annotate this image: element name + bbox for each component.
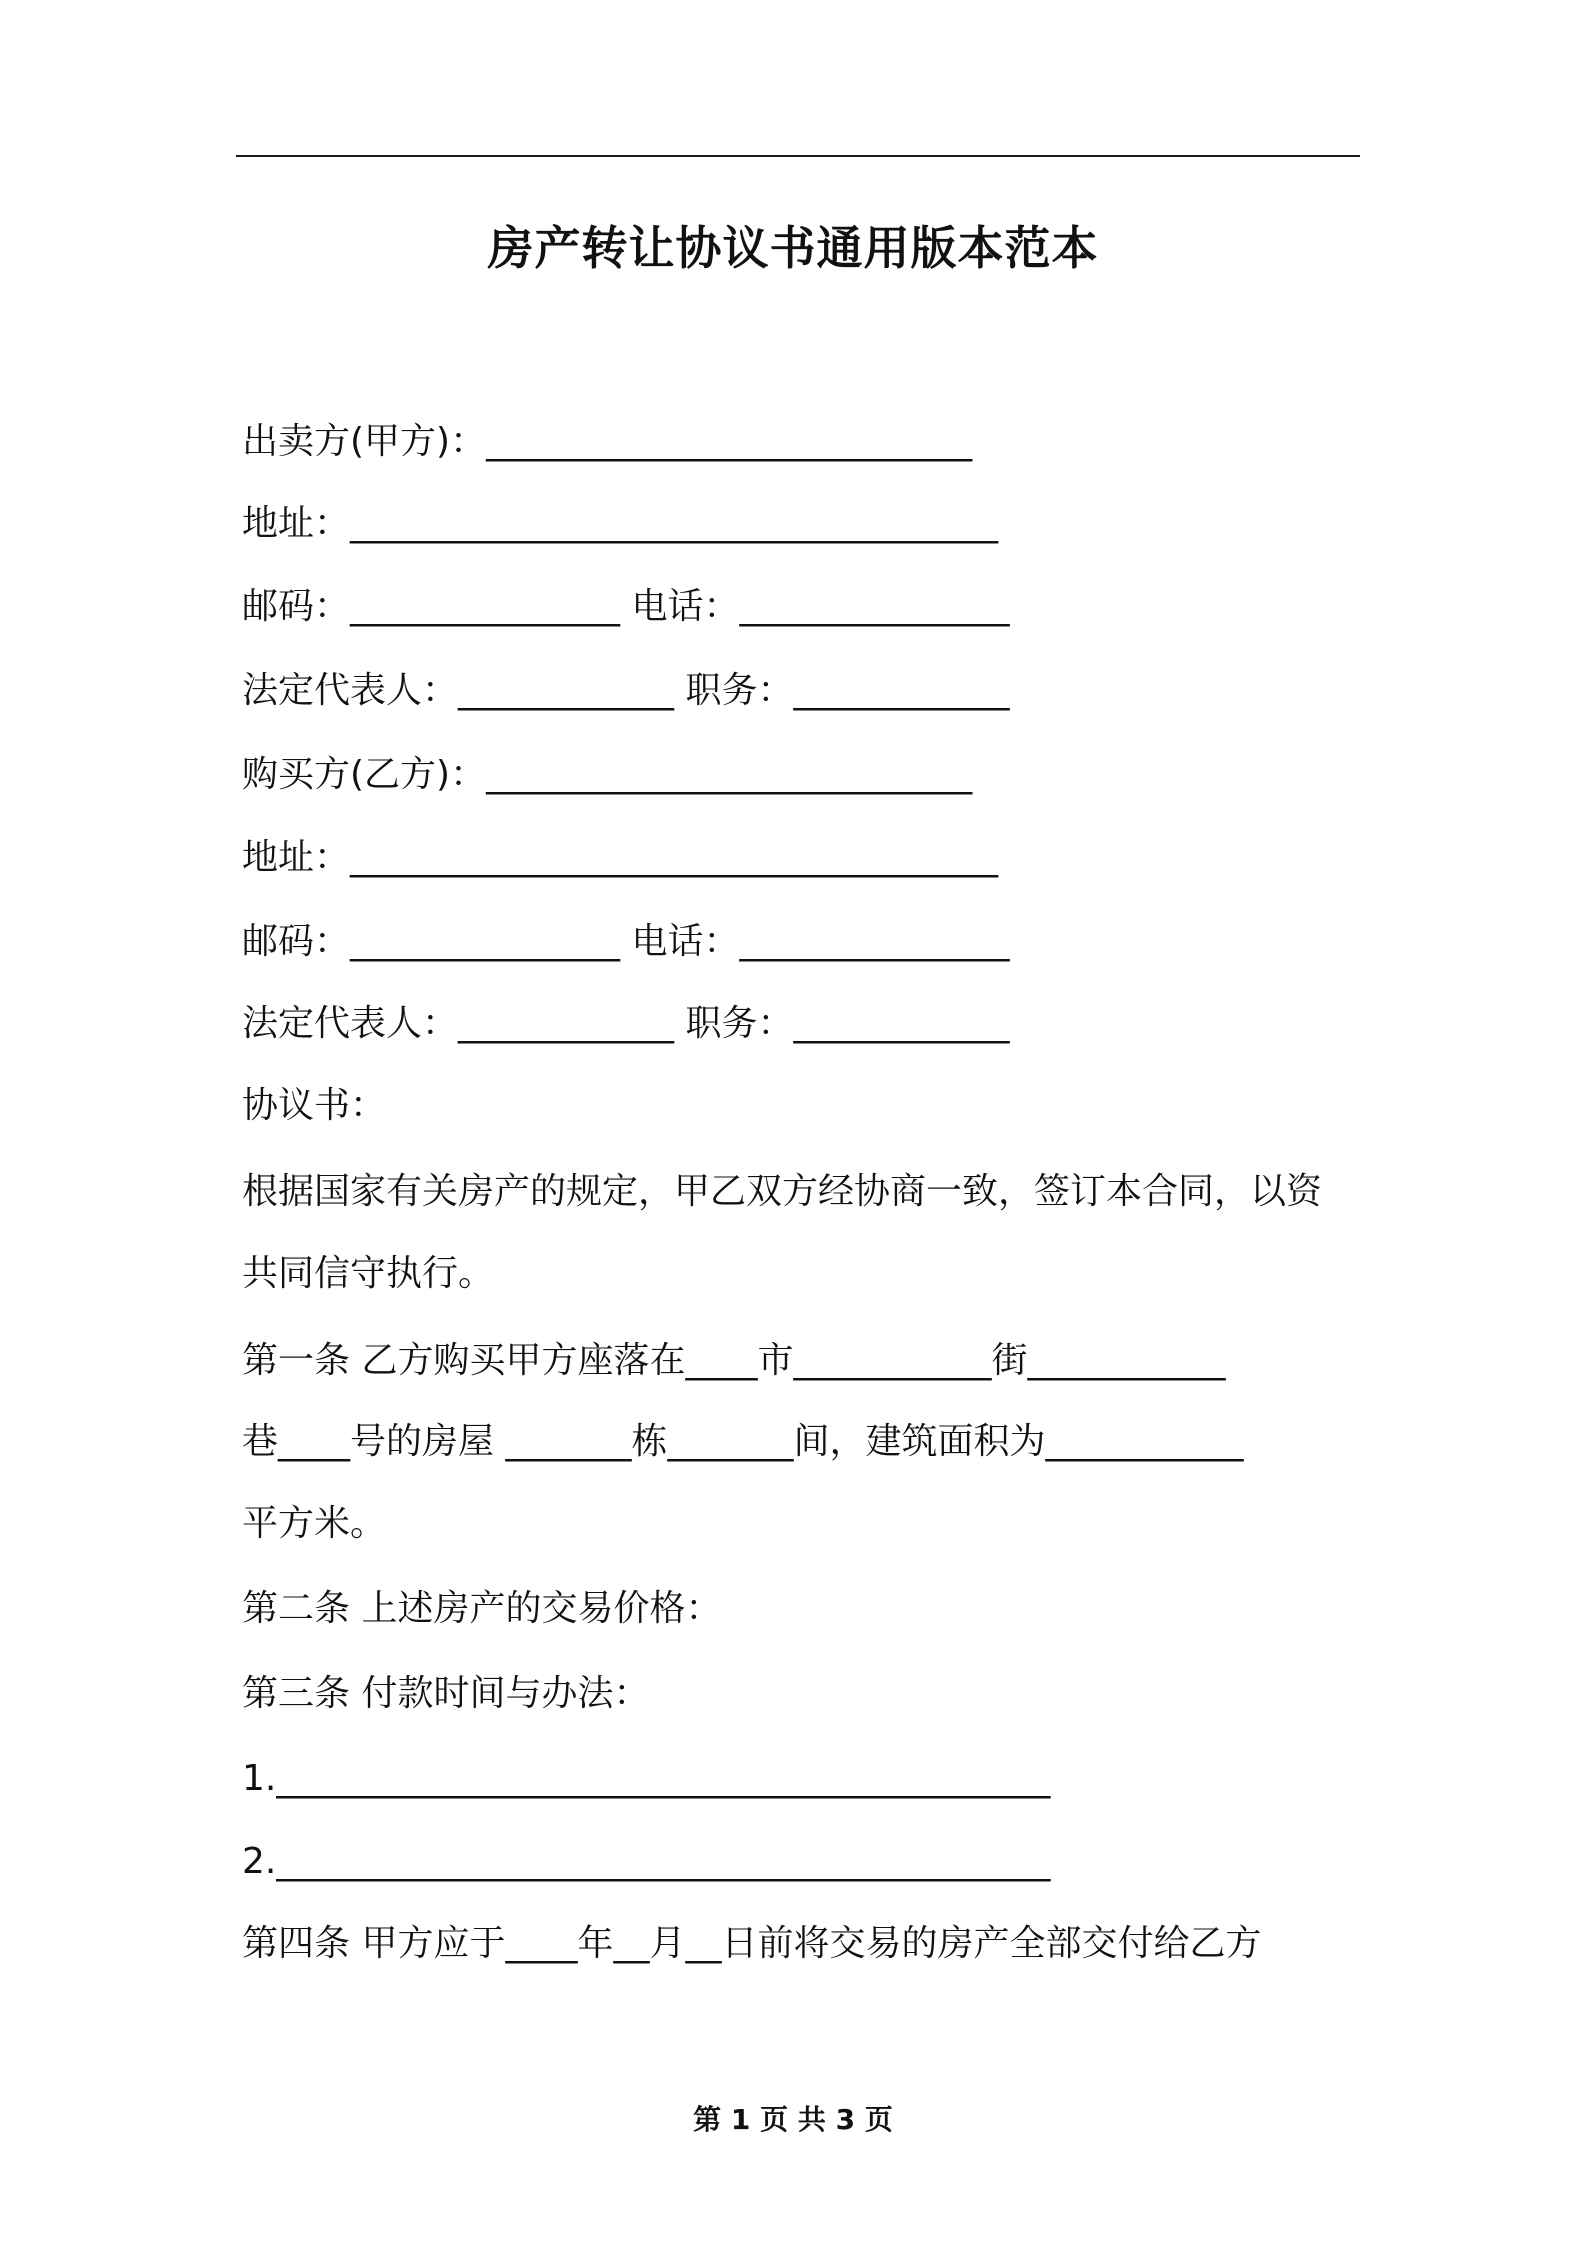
buyer-representative-line: 法定代表人：____________ 职务：____________ xyxy=(242,1003,1010,1044)
article-1-line-3: 平方米。 xyxy=(242,1503,387,1544)
buyer-name-line: 购买方(乙方)：___________________________ xyxy=(242,754,973,795)
payment-item-1: 1.___________________________________________ xyxy=(242,1758,1051,1799)
payment-item-2: 2.___________________________________________ xyxy=(242,1841,1051,1882)
preamble-line-1: 根据国家有关房产的规定，甲乙双方经协商一致，签订本合同，以资 xyxy=(242,1171,1323,1212)
article-2: 第二条 上述房产的交易价格： xyxy=(242,1588,722,1629)
buyer-address-line: 地址：____________________________________ xyxy=(242,837,999,878)
seller-postcode-phone-line: 邮码：_______________ 电话：_______________ xyxy=(242,586,1010,627)
seller-address-line: 地址：____________________________________ xyxy=(242,503,999,544)
document-title: 房产转让协议书通用版本范本 xyxy=(487,221,1099,275)
page-number: 第 1 页 共 3 页 xyxy=(693,2103,893,2136)
article-3: 第三条 付款时间与办法： xyxy=(242,1673,650,1714)
header-rule xyxy=(236,155,1360,157)
seller-representative-line: 法定代表人：____________ 职务：____________ xyxy=(242,670,1010,711)
preamble-line-2: 共同信守执行。 xyxy=(242,1253,495,1294)
article-4: 第四条 甲方应于____年__月__日前将交易的房产全部交付给乙方 xyxy=(242,1923,1262,1964)
article-1-line-2: 巷____号的房屋 _______栋_______间，建筑面积为___________ xyxy=(242,1421,1244,1462)
article-1-line-1: 第一条 乙方购买甲方座落在____市___________街___________ xyxy=(242,1340,1226,1381)
agreement-heading: 协议书： xyxy=(242,1085,387,1126)
seller-name-line: 出卖方(甲方)：___________________________ xyxy=(242,421,973,462)
buyer-postcode-phone-line: 邮码：_______________ 电话：_______________ xyxy=(242,921,1010,962)
